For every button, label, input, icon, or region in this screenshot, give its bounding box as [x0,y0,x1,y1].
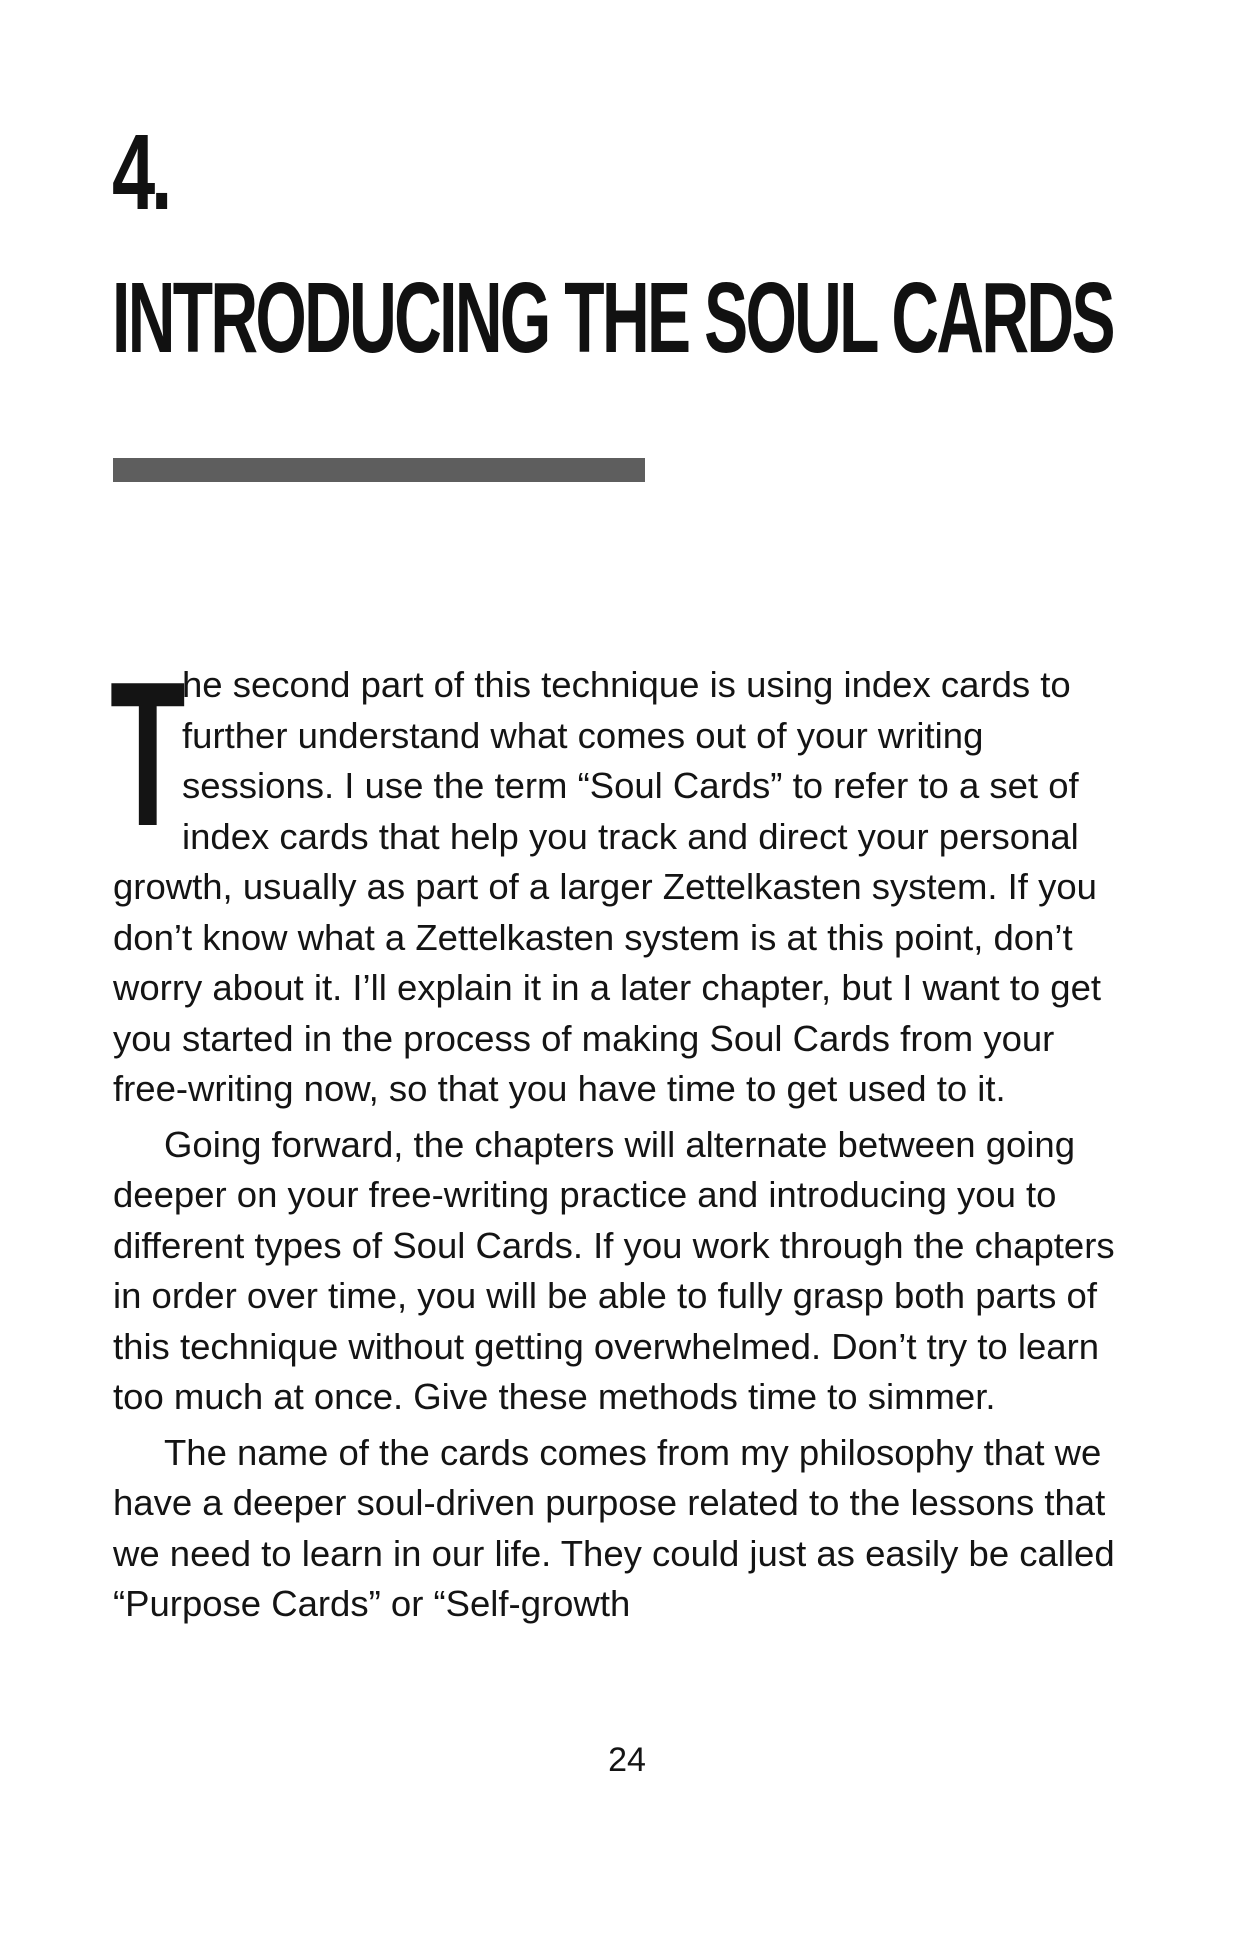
chapter-number: 4. [112,111,169,232]
paragraph-3: The name of the cards comes from my philosophy that we have a deeper soul-driven purpose related to the lessons that we need to learn in our life. They could just as easily be called “Purpose Cards” or “Self-growth [113,1431,1115,1624]
paragraph-1 [110,639,1123,1115]
chapter-title: INTRODUCING THE SOUL CARDS [112,262,1113,374]
body-text [110,639,1123,1635]
page-number: 24 [608,1741,646,1779]
paragraph-1-text: he second part of this technique is using index cards to further understand what comes out of your writing sessions. I use the term “Soul Cards” to refer to a set of index cards that help you track and direct your personal growth, usually as part of a larger Zettelkasten system. If you don’t know what a Zettelkasten system is at this point, don’t worry about it. I’ll explain it in a later chapter, but I want to get you started in the process of making Soul Cards from your free-writing now, so that you have time to get used to it. [113,664,1102,1109]
paragraph-2: Going forward, the chapters will alternate between going deeper on your free-writing practice and introducing you to different types of Soul Cards. If you work through the chapters in order over time, you will be able to fully grasp both parts of this technique without getting overwhelmed. Don’t try to learn too much at once. Give these methods time to simmer. [113,1123,1115,1417]
title-divider-rule [113,458,645,482]
drop-cap-letter: T [110,639,186,869]
